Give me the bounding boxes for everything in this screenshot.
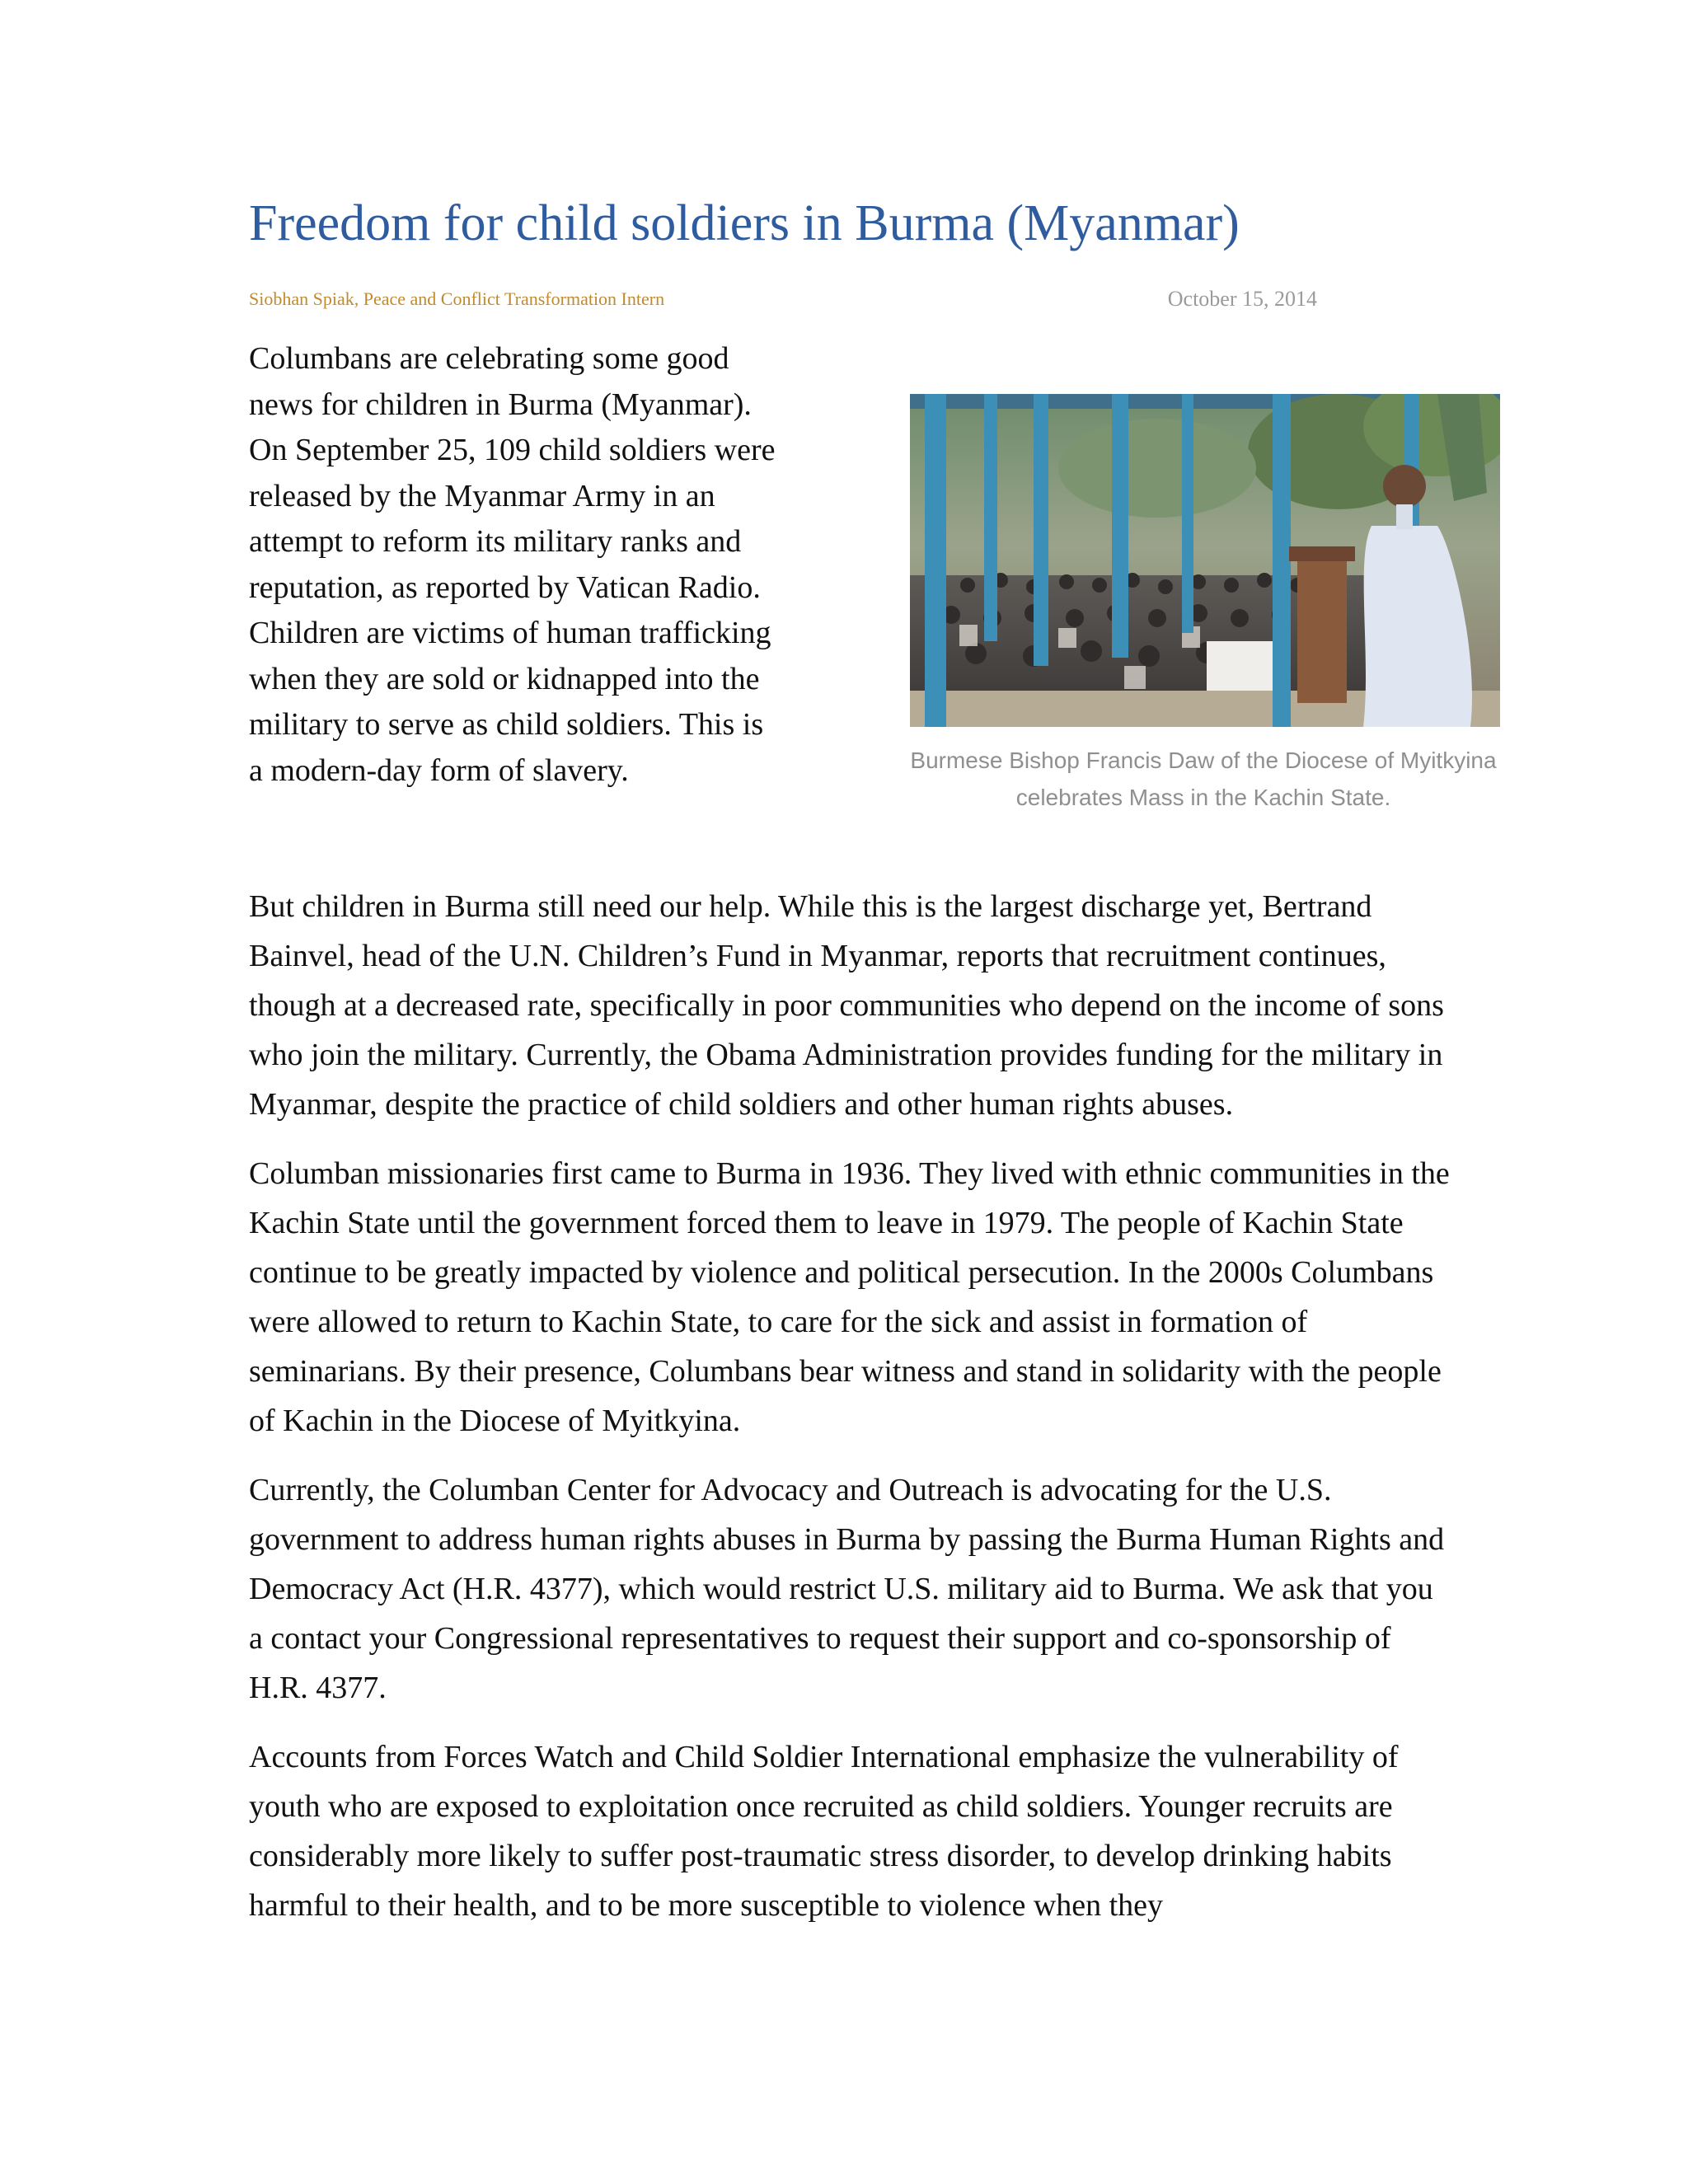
mass-photo: [910, 394, 1500, 727]
body-paragraph: But children in Burma still need our help. While this is the largest discharge yet, Bertrand Bainvel, head of the U.N. Children’s Fund in Myanmar, reports that recruitment continues, though at a decreased rate, specifically in poor communities who depend on the income of sons who join the military. Currently, the Obama Administration provides funding for the military in Myanmar, despite the practice of child soldiers and other human rights abuses.: [249, 889, 1444, 1122]
article-title: Freedom for child soldiers in Burma (Myanmar): [249, 195, 1240, 251]
article-byline: Siobhan Spiak, Peace and Conflict Transformation Intern: [249, 288, 665, 309]
body-paragraph: Currently, the Columban Center for Advocacy and Outreach is advocating for the U.S. government to address human rights abuses in Burma by passing the Burma Human Rights and Democracy Act (H.R. 4377), which would restrict U.S. military aid to Burma. We ask that you a contact your Congressional representatives to request their support and co-sponsorship of H.R. 4377.: [249, 1473, 1445, 1705]
article-date: October 15, 2014: [1167, 287, 1317, 311]
body-paragraph: Columban missionaries first came to Burma in 1936. They lived with ethnic communities in the Kachin State until the government forced them to leave in 1979. The people of Kachin State continue to be greatly impacted by violence and political persecution. In the 2000s Columbans were allowed to return to Kachin State, to care for the sick and assist in formation of seminarians. By their presence, Columbans bear witness and stand in solidarity with the people of Kachin in the Diocese of Myitkyina.: [249, 1156, 1450, 1438]
mass-photo-illustration: [910, 394, 1500, 727]
article-body: [249, 882, 1452, 1950]
figure-caption: Burmese Bishop Francis Daw of the Diocese of Myitkyina celebrates Mass in the Kachin State.: [910, 748, 1497, 810]
body-paragraph: Accounts from Forces Watch and Child Soldier International emphasize the vulnerability of youth who are exposed to exploitation once recruited as child soldiers. Younger recruits are considerably more likely to suffer post-traumatic stress disorder, to develop drinking habits harmful to their health, and to be more susceptible to violence when they: [249, 1740, 1399, 1923]
intro-paragraph: Columbans are celebrating some good news for children in Burma (Myanmar). On September 25, 109 child soldiers were released by the Myanmar Army in an attempt to reform its military ranks and reputation, as reported by Vatican Radio. Children are victims of human trafficking when they are sold or kidnapped into the military to serve as child soldiers. This is a modern-day form of slavery.: [249, 341, 776, 788]
